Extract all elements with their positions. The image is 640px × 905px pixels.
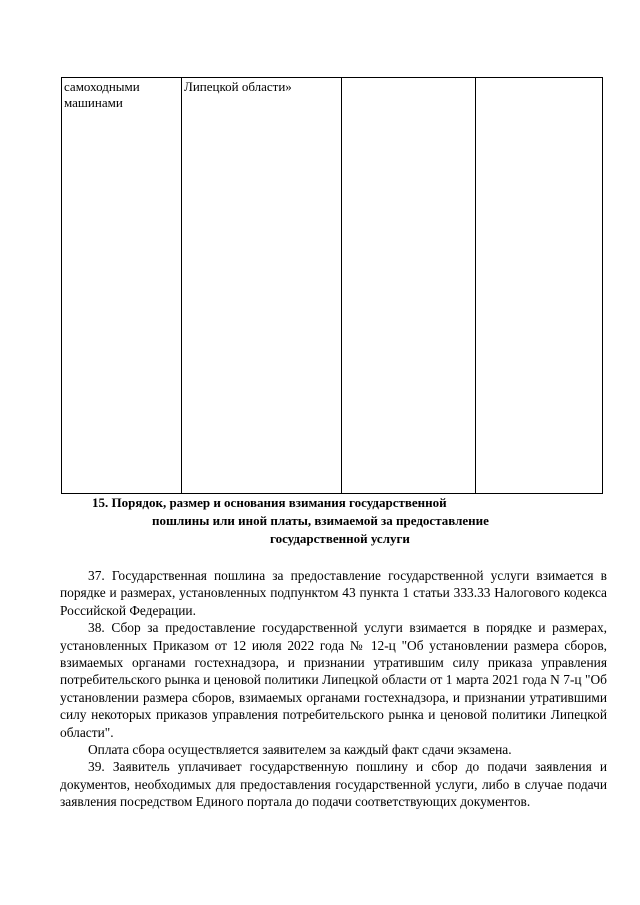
paragraph-38: 38. Сбор за предоставление государственной услуги взимается в порядке и размерах, установленных Приказом от 12 июля 2022 года № 12-ц "Об установлении размера сборов, взимаемых органами гостехнадзора, и признании утратившим силу приказа управления потребительского рынка и ценовой политики Липецкой области от 1 марта 2021 года N 7-ц "Об установлении размера сборов, взимаемых органами гостехнадзора, и признании утратившими силу некоторых приказов управления потребительского рынка и ценовой политики Липецкой области". xyxy=(60,620,607,740)
table-cell-service-name: самоходными машинами xyxy=(62,78,182,494)
body-text xyxy=(60,567,607,811)
table-cell-legal-act: Липецкой области» xyxy=(182,78,342,494)
table-cell-empty-4 xyxy=(476,78,603,494)
table-row xyxy=(62,78,603,494)
paragraph-37: 37. Государственная пошлина за предоставление государственной услуги взимается в порядке и размерах, установленных подпунктом 43 пункта 1 статьи 333.33 Налогового кодекса Российской Федерации. xyxy=(60,568,607,618)
section-heading-line-2: пошлины или иной платы, взимаемой за предоставление xyxy=(152,513,489,528)
section-heading-line-1: 15. Порядок, размер и основания взимания государственной xyxy=(92,495,447,510)
services-table xyxy=(61,77,603,494)
paragraph-payment: Оплата сбора осуществляется заявителем за каждый факт сдачи экзамена. xyxy=(88,742,512,758)
section-heading-line-3: государственной услуги xyxy=(270,531,410,546)
paragraph-39: 39. Заявитель уплачивает государственную пошлину и сбор до подачи заявления и документов, необходимых для предоставления государственной услуги, либо в случае подачи заявления посредством Единого портала до подачи соответствующих документов. xyxy=(60,759,607,810)
table-cell-empty-3 xyxy=(342,78,476,494)
